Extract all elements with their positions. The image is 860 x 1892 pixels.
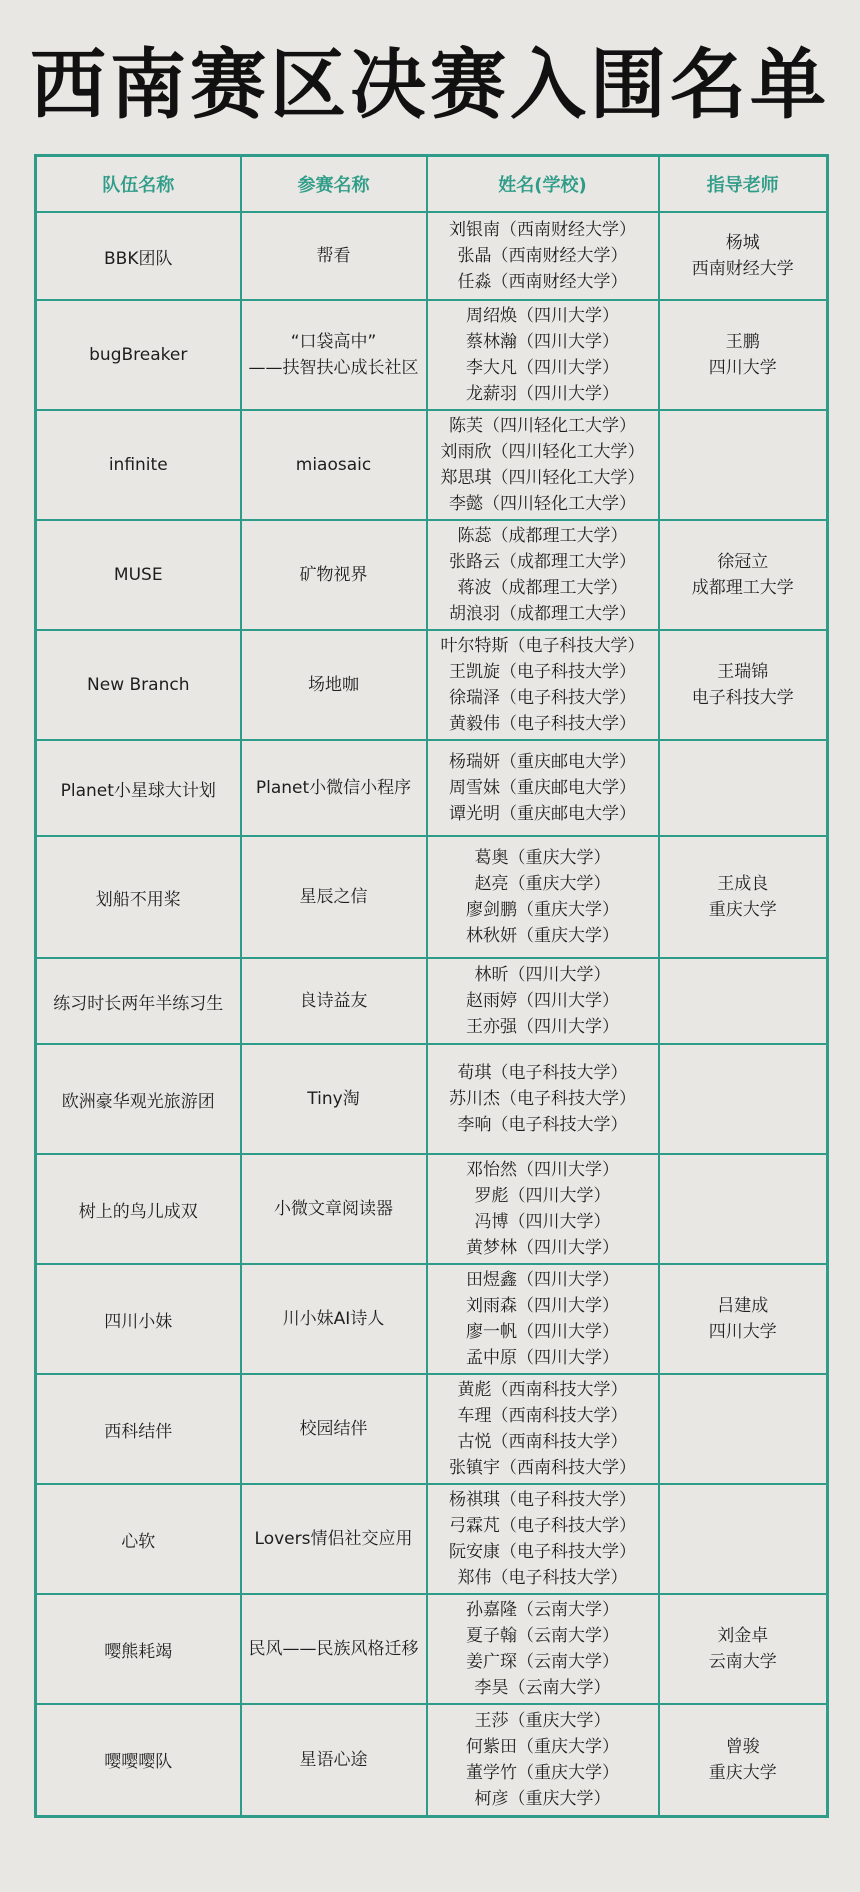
team-name: 嘤熊耗竭 <box>36 1594 241 1704</box>
advisor-line: 王鹏 <box>725 332 760 352</box>
table-row <box>36 1044 828 1154</box>
member-list-line: 孙嘉隆（云南大学） <box>466 1600 619 1620</box>
table-row <box>36 836 828 958</box>
project-name <box>241 630 427 740</box>
project-name-line: 川小妹AI诗人 <box>282 1309 385 1329</box>
member-list-line: 姜广琛（云南大学） <box>466 1652 619 1672</box>
member-list <box>427 1704 659 1816</box>
project-name <box>241 958 427 1044</box>
member-list-line: 李昊（云南大学） <box>474 1678 611 1698</box>
member-list-line: 刘雨森（四川大学） <box>466 1296 619 1316</box>
finalist-table <box>34 154 829 1818</box>
member-list-line: 郑伟（电子科技大学） <box>457 1568 628 1588</box>
advisor-line: 成都理工大学 <box>691 578 794 598</box>
member-list-line: 冯博（四川大学） <box>474 1212 611 1232</box>
project-name-line: 小微文章阅读器 <box>274 1199 393 1219</box>
project-name-line: miaosaic <box>295 455 372 475</box>
member-list <box>427 740 659 836</box>
team-name: MUSE <box>36 520 241 630</box>
advisor <box>659 740 828 836</box>
header-team: 队伍名称 <box>36 156 241 213</box>
member-list-line: 叶尔特斯（电子科技大学） <box>440 636 645 656</box>
member-list-line: 黄彪（西南科技大学） <box>457 1380 628 1400</box>
advisor <box>659 1154 828 1264</box>
member-list-line: 何紫田（重庆大学） <box>466 1736 619 1757</box>
project-name <box>241 740 427 836</box>
member-list <box>427 1484 659 1594</box>
member-list-line: 田煜鑫（四川大学） <box>466 1270 619 1290</box>
page-title: 西南赛区决赛入围名单 <box>30 40 830 129</box>
advisor <box>659 1704 828 1816</box>
advisor <box>659 410 828 520</box>
advisor-line: 重庆大学 <box>708 900 777 920</box>
project-name <box>241 1154 427 1264</box>
member-list-line: 李懿（四川轻化工大学） <box>449 494 636 514</box>
member-list-line: 杨瑞妍（重庆邮电大学） <box>449 752 636 772</box>
member-list-line: 赵雨婷（四川大学） <box>466 991 619 1011</box>
team-name: bugBreaker <box>36 300 241 410</box>
table-row <box>36 1484 828 1594</box>
advisor-line: 王瑞锦 <box>717 662 769 682</box>
advisor-line: 重庆大学 <box>708 1762 777 1783</box>
advisor-line: 西南财经大学 <box>691 259 794 279</box>
team-name: 划船不用桨 <box>36 836 241 958</box>
advisor-line: 刘金卓 <box>717 1626 769 1646</box>
project-name-line: 民风——民族风格迁移 <box>248 1639 419 1659</box>
project-name <box>241 1374 427 1484</box>
team-name: infinite <box>36 410 241 520</box>
member-list-line: 李大凡（四川大学） <box>466 358 619 378</box>
member-list-line: 李响（电子科技大学） <box>457 1115 628 1135</box>
member-list-line: 周绍焕（四川大学） <box>466 306 619 326</box>
table-row <box>36 630 828 740</box>
member-list-line: 张晶（西南财经大学） <box>457 246 628 266</box>
advisor-line: 电子科技大学 <box>691 688 794 708</box>
table-row <box>36 410 828 520</box>
member-list-line: 谭光明（重庆邮电大学） <box>449 804 636 824</box>
team-name: 四川小妹 <box>36 1264 241 1374</box>
member-list-line: 董学竹（重庆大学） <box>466 1762 619 1783</box>
member-list <box>427 1594 659 1704</box>
project-name-line: 校园结伴 <box>299 1419 368 1439</box>
member-list <box>427 1044 659 1154</box>
member-list-line: 荀琪（电子科技大学） <box>457 1063 628 1083</box>
table-row <box>36 1704 828 1816</box>
member-list-line: 赵亮（重庆大学） <box>474 874 611 894</box>
member-list <box>427 212 659 300</box>
advisor <box>659 300 828 410</box>
member-list-line: 林秋妍（重庆大学） <box>466 926 619 946</box>
project-name <box>241 1484 427 1594</box>
project-name-line: “口袋高中” <box>290 332 377 352</box>
member-list-line: 杨祺琪（电子科技大学） <box>449 1490 636 1510</box>
project-name-line: Lovers情侣社交应用 <box>254 1529 413 1549</box>
table-header-row <box>36 156 828 213</box>
member-list-line: 车理（西南科技大学） <box>457 1406 628 1426</box>
project-name <box>241 1044 427 1154</box>
member-list-line: 刘银南（西南财经大学） <box>449 220 636 240</box>
project-name-line: Planet小微信小程序 <box>255 778 412 798</box>
team-name: Planet小星球大计划 <box>36 740 241 836</box>
advisor-line: 吕建成 <box>717 1296 769 1316</box>
member-list <box>427 520 659 630</box>
advisor-line: 云南大学 <box>708 1652 777 1672</box>
header-members: 姓名(学校) <box>427 156 659 213</box>
advisor-line: 四川大学 <box>708 358 777 378</box>
team-name: New Branch <box>36 630 241 740</box>
advisor <box>659 958 828 1044</box>
member-list-line: 徐瑞泽（电子科技大学） <box>449 688 636 708</box>
project-name-line: Tiny淘 <box>307 1089 360 1109</box>
advisor <box>659 1264 828 1374</box>
member-list-line: 龙薪羽（四川大学） <box>466 384 619 404</box>
member-list-line: 阮安康（电子科技大学） <box>449 1542 636 1562</box>
project-name-line: 场地咖 <box>308 675 359 695</box>
team-name: 树上的鸟儿成双 <box>36 1154 241 1264</box>
project-name-line: 帮看 <box>316 246 351 266</box>
member-list <box>427 836 659 958</box>
member-list-line: 古悦（西南科技大学） <box>457 1432 628 1452</box>
team-name: BBK团队 <box>36 212 241 300</box>
member-list-line: 张路云（成都理工大学） <box>449 552 636 572</box>
advisor-line: 四川大学 <box>708 1322 777 1342</box>
project-name-line: 矿物视界 <box>299 565 368 585</box>
member-list <box>427 300 659 410</box>
table-row <box>36 520 828 630</box>
project-name-line: 良诗益友 <box>299 991 368 1011</box>
member-list-line: 周雪妹（重庆邮电大学） <box>449 778 636 798</box>
advisor <box>659 212 828 300</box>
advisor <box>659 1484 828 1594</box>
member-list-line: 罗彪（四川大学） <box>474 1186 611 1206</box>
member-list-line: 王亦强（四川大学） <box>466 1017 619 1037</box>
advisor <box>659 836 828 958</box>
member-list <box>427 958 659 1044</box>
advisor-line: 王成良 <box>717 874 769 894</box>
advisor <box>659 520 828 630</box>
member-list-line: 葛奥（重庆大学） <box>474 848 611 868</box>
advisor <box>659 630 828 740</box>
member-list-line: 邓怡然（四川大学） <box>466 1160 619 1180</box>
header-project: 参赛名称 <box>241 156 427 213</box>
table-row <box>36 740 828 836</box>
member-list-line: 刘雨欣（四川轻化工大学） <box>440 442 645 462</box>
advisor <box>659 1594 828 1704</box>
project-name <box>241 300 427 410</box>
member-list-line: 胡浪羽（成都理工大学） <box>449 604 636 624</box>
table-row <box>36 300 828 410</box>
member-list <box>427 1154 659 1264</box>
table-row <box>36 1594 828 1704</box>
header-advisor: 指导老师 <box>659 156 828 213</box>
project-name-line: 星语心途 <box>299 1749 368 1770</box>
member-list-line: 王莎（重庆大学） <box>474 1710 611 1731</box>
project-name <box>241 212 427 300</box>
member-list-line: 张镇宇（西南科技大学） <box>449 1458 636 1478</box>
member-list-line: 夏子翰（云南大学） <box>466 1626 619 1646</box>
member-list-line: 孟中原（四川大学） <box>466 1348 619 1368</box>
project-name <box>241 836 427 958</box>
advisor-line: 徐冠立 <box>717 552 769 572</box>
team-name: 西科结伴 <box>36 1374 241 1484</box>
member-list-line: 苏川杰（电子科技大学） <box>449 1089 636 1109</box>
team-name: 欧洲豪华观光旅游团 <box>36 1044 241 1154</box>
member-list-line: 陈芙（四川轻化工大学） <box>449 416 636 436</box>
member-list <box>427 1264 659 1374</box>
member-list <box>427 630 659 740</box>
advisor <box>659 1374 828 1484</box>
member-list-line: 廖剑鹏（重庆大学） <box>466 900 619 920</box>
project-name <box>241 1704 427 1816</box>
member-list-line: 黄梦林（四川大学） <box>466 1238 619 1258</box>
advisor-line: 杨城 <box>725 233 760 253</box>
member-list <box>427 1374 659 1484</box>
member-list-line: 蔡林瀚（四川大学） <box>466 332 619 352</box>
advisor-line: 曾骏 <box>725 1736 760 1757</box>
member-list-line: 黄毅伟（电子科技大学） <box>449 714 636 734</box>
member-list-line: 林昕（四川大学） <box>474 965 611 985</box>
member-list-line: 廖一帆（四川大学） <box>466 1322 619 1342</box>
team-name: 心软 <box>36 1484 241 1594</box>
table-row <box>36 212 828 300</box>
member-list-line: 任淼（西南财经大学） <box>457 272 628 292</box>
project-name <box>241 1264 427 1374</box>
member-list-line: 陈蕊（成都理工大学） <box>457 526 628 546</box>
project-name-line: ——扶智扶心成长社区 <box>248 358 419 378</box>
member-list-line: 柯彦（重庆大学） <box>474 1788 611 1809</box>
table-body <box>36 212 828 1816</box>
project-name-line: 星辰之信 <box>299 887 368 907</box>
table-row <box>36 958 828 1044</box>
member-list <box>427 410 659 520</box>
project-name <box>241 520 427 630</box>
team-name: 嘤嘤嘤队 <box>36 1704 241 1816</box>
table-row <box>36 1154 828 1264</box>
table-row <box>36 1264 828 1374</box>
project-name <box>241 1594 427 1704</box>
member-list-line: 蒋波（成都理工大学） <box>457 578 628 598</box>
member-list-line: 郑思琪（四川轻化工大学） <box>440 468 645 488</box>
member-list-line: 王凯旋（电子科技大学） <box>449 662 636 682</box>
member-list-line: 弓霖芃（电子科技大学） <box>449 1516 636 1536</box>
table-row <box>36 1374 828 1484</box>
advisor <box>659 1044 828 1154</box>
project-name <box>241 410 427 520</box>
team-name: 练习时长两年半练习生 <box>36 958 241 1044</box>
